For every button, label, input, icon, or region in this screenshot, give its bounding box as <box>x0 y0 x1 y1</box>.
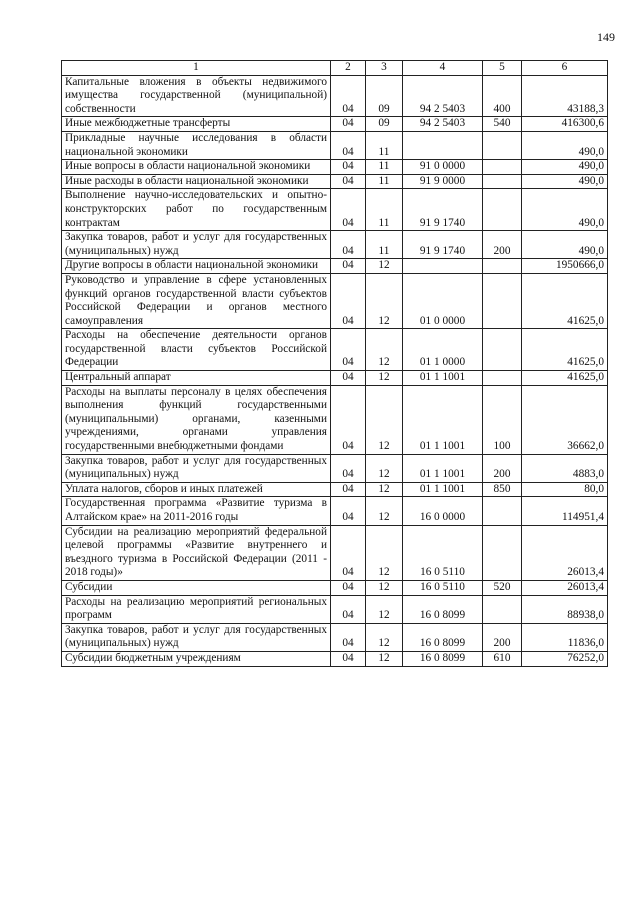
subsection-code-cell: 12 <box>366 651 403 666</box>
table-row <box>62 651 608 666</box>
table-row <box>62 482 608 497</box>
amount-cell: 490,0 <box>522 131 608 159</box>
expense-name-cell: Закупка товаров, работ и услуг для государственных (муниципальных) нужд <box>62 231 331 259</box>
subsection-code-cell: 12 <box>366 623 403 651</box>
table-row <box>62 371 608 386</box>
amount-cell: 43188,3 <box>522 75 608 117</box>
target-article-cell: 01 1 1001 <box>403 482 483 497</box>
expense-type-cell <box>483 329 522 371</box>
amount-cell: 80,0 <box>522 482 608 497</box>
section-code-cell: 04 <box>331 525 366 580</box>
amount-cell: 11836,0 <box>522 623 608 651</box>
subsection-code-cell: 12 <box>366 525 403 580</box>
expense-type-cell: 540 <box>483 117 522 132</box>
table-row <box>62 580 608 595</box>
subsection-code-cell: 12 <box>366 273 403 328</box>
header-cell-6: 6 <box>522 61 608 76</box>
target-article-cell: 16 0 0000 <box>403 497 483 525</box>
subsection-code-cell: 12 <box>366 329 403 371</box>
amount-cell: 490,0 <box>522 160 608 175</box>
target-article-cell: 01 1 1001 <box>403 454 483 482</box>
table-row <box>62 329 608 371</box>
expense-type-cell <box>483 160 522 175</box>
table-row <box>62 231 608 259</box>
amount-cell: 36662,0 <box>522 385 608 454</box>
subsection-code-cell: 12 <box>366 259 403 274</box>
expense-type-cell: 610 <box>483 651 522 666</box>
section-code-cell: 04 <box>331 623 366 651</box>
table-row <box>62 160 608 175</box>
table-header-row <box>62 61 608 76</box>
expense-type-cell <box>483 525 522 580</box>
expense-name-cell: Прикладные научные исследования в области национальной экономики <box>62 131 331 159</box>
expense-type-cell <box>483 189 522 231</box>
target-article-cell: 16 0 8099 <box>403 595 483 623</box>
expense-name-cell: Выполнение научно-исследовательских и опытно-конструкторских работ по государственным контрактам <box>62 189 331 231</box>
expense-name-cell: Субсидии <box>62 580 331 595</box>
subsection-code-cell: 12 <box>366 454 403 482</box>
expense-name-cell: Субсидии бюджетным учреждениям <box>62 651 331 666</box>
section-code-cell: 04 <box>331 189 366 231</box>
amount-cell: 41625,0 <box>522 371 608 386</box>
subsection-code-cell: 12 <box>366 497 403 525</box>
expense-type-cell: 520 <box>483 580 522 595</box>
section-code-cell: 04 <box>331 454 366 482</box>
expense-type-cell <box>483 131 522 159</box>
section-code-cell: 04 <box>331 385 366 454</box>
expense-name-cell: Уплата налогов, сборов и иных платежей <box>62 482 331 497</box>
target-article-cell: 16 0 8099 <box>403 623 483 651</box>
section-code-cell: 04 <box>331 231 366 259</box>
target-article-cell: 91 9 0000 <box>403 174 483 189</box>
target-article-cell: 01 1 1001 <box>403 371 483 386</box>
table-row <box>62 174 608 189</box>
table-row <box>62 525 608 580</box>
expense-name-cell: Закупка товаров, работ и услуг для государственных (муниципальных) нужд <box>62 623 331 651</box>
expense-type-cell <box>483 259 522 274</box>
subsection-code-cell: 11 <box>366 160 403 175</box>
section-code-cell: 04 <box>331 117 366 132</box>
expense-name-cell: Иные расходы в области национальной экономики <box>62 174 331 189</box>
expense-type-cell: 100 <box>483 385 522 454</box>
subsection-code-cell: 12 <box>366 595 403 623</box>
expense-type-cell: 850 <box>483 482 522 497</box>
expense-type-cell <box>483 174 522 189</box>
section-code-cell: 04 <box>331 174 366 189</box>
header-cell-5: 5 <box>483 61 522 76</box>
section-code-cell: 04 <box>331 651 366 666</box>
expense-name-cell: Расходы на обеспечение деятельности органов государственной власти субъектов Российской Федерации <box>62 329 331 371</box>
target-article-cell: 01 0 0000 <box>403 273 483 328</box>
expense-type-cell <box>483 497 522 525</box>
target-article-cell: 01 1 1001 <box>403 385 483 454</box>
expense-type-cell: 200 <box>483 623 522 651</box>
section-code-cell: 04 <box>331 131 366 159</box>
budget-table <box>61 60 608 667</box>
amount-cell: 88938,0 <box>522 595 608 623</box>
target-article-cell: 91 0 0000 <box>403 160 483 175</box>
table-row <box>62 623 608 651</box>
expense-name-cell: Закупка товаров, работ и услуг для государственных (муниципальных) нужд <box>62 454 331 482</box>
target-article-cell: 91 9 1740 <box>403 189 483 231</box>
subsection-code-cell: 09 <box>366 75 403 117</box>
target-article-cell: 91 9 1740 <box>403 231 483 259</box>
section-code-cell: 04 <box>331 75 366 117</box>
subsection-code-cell: 12 <box>366 371 403 386</box>
header-cell-1: 1 <box>62 61 331 76</box>
subsection-code-cell: 11 <box>366 131 403 159</box>
subsection-code-cell: 11 <box>366 231 403 259</box>
table-row <box>62 117 608 132</box>
target-article-cell <box>403 131 483 159</box>
expense-name-cell: Центральный аппарат <box>62 371 331 386</box>
amount-cell: 26013,4 <box>522 525 608 580</box>
amount-cell: 490,0 <box>522 231 608 259</box>
target-article-cell: 94 2 5403 <box>403 117 483 132</box>
target-article-cell: 16 0 8099 <box>403 651 483 666</box>
amount-cell: 41625,0 <box>522 329 608 371</box>
subsection-code-cell: 11 <box>366 189 403 231</box>
target-article-cell <box>403 259 483 274</box>
table-row <box>62 259 608 274</box>
expense-name-cell: Расходы на реализацию мероприятий региональных программ <box>62 595 331 623</box>
section-code-cell: 04 <box>331 371 366 386</box>
table-row <box>62 131 608 159</box>
amount-cell: 41625,0 <box>522 273 608 328</box>
subsection-code-cell: 11 <box>366 174 403 189</box>
amount-cell: 114951,4 <box>522 497 608 525</box>
expense-name-cell: Государственная программа «Развитие туризма в Алтайском крае» на 2011-2016 годы <box>62 497 331 525</box>
expense-name-cell: Расходы на выплаты персоналу в целях обеспечения выполнения функций государственными (муниципальными) органами, казенными учреждениями, органами управления государственными внебюджетными фондами <box>62 385 331 454</box>
expense-type-cell: 400 <box>483 75 522 117</box>
subsection-code-cell: 12 <box>366 580 403 595</box>
section-code-cell: 04 <box>331 595 366 623</box>
expense-name-cell: Иные вопросы в области национальной экономики <box>62 160 331 175</box>
amount-cell: 490,0 <box>522 189 608 231</box>
table-row <box>62 385 608 454</box>
target-article-cell: 01 1 0000 <box>403 329 483 371</box>
header-cell-4: 4 <box>403 61 483 76</box>
target-article-cell: 94 2 5403 <box>403 75 483 117</box>
amount-cell: 76252,0 <box>522 651 608 666</box>
subsection-code-cell: 09 <box>366 117 403 132</box>
expense-name-cell: Субсидии на реализацию мероприятий федеральной целевой программы «Развитие внутреннего и въездного туризма в Российской Федерации (2011 - 2018 годы)» <box>62 525 331 580</box>
table-row <box>62 189 608 231</box>
amount-cell: 26013,4 <box>522 580 608 595</box>
target-article-cell: 16 0 5110 <box>403 580 483 595</box>
section-code-cell: 04 <box>331 259 366 274</box>
expense-name-cell: Иные межбюджетные трансферты <box>62 117 331 132</box>
section-code-cell: 04 <box>331 329 366 371</box>
section-code-cell: 04 <box>331 482 366 497</box>
section-code-cell: 04 <box>331 580 366 595</box>
expense-name-cell: Капитальные вложения в объекты недвижимого имущества государственной (муниципальной) собственности <box>62 75 331 117</box>
expense-type-cell <box>483 595 522 623</box>
table-row <box>62 454 608 482</box>
subsection-code-cell: 12 <box>366 482 403 497</box>
subsection-code-cell: 12 <box>366 385 403 454</box>
section-code-cell: 04 <box>331 497 366 525</box>
expense-type-cell <box>483 371 522 386</box>
expense-type-cell: 200 <box>483 454 522 482</box>
amount-cell: 490,0 <box>522 174 608 189</box>
expense-type-cell <box>483 273 522 328</box>
section-code-cell: 04 <box>331 273 366 328</box>
table-row <box>62 273 608 328</box>
section-code-cell: 04 <box>331 160 366 175</box>
expense-name-cell: Другие вопросы в области национальной экономики <box>62 259 331 274</box>
target-article-cell: 16 0 5110 <box>403 525 483 580</box>
amount-cell: 416300,6 <box>522 117 608 132</box>
header-cell-3: 3 <box>366 61 403 76</box>
header-cell-2: 2 <box>331 61 366 76</box>
table-row <box>62 497 608 525</box>
expense-name-cell: Руководство и управление в сфере установленных функций органов государственной власти субъектов Российской Федерации и органов местного самоуправления <box>62 273 331 328</box>
table-row <box>62 75 608 117</box>
table-row <box>62 595 608 623</box>
amount-cell: 1950666,0 <box>522 259 608 274</box>
amount-cell: 4883,0 <box>522 454 608 482</box>
page-number: 149 <box>597 30 615 44</box>
expense-type-cell: 200 <box>483 231 522 259</box>
